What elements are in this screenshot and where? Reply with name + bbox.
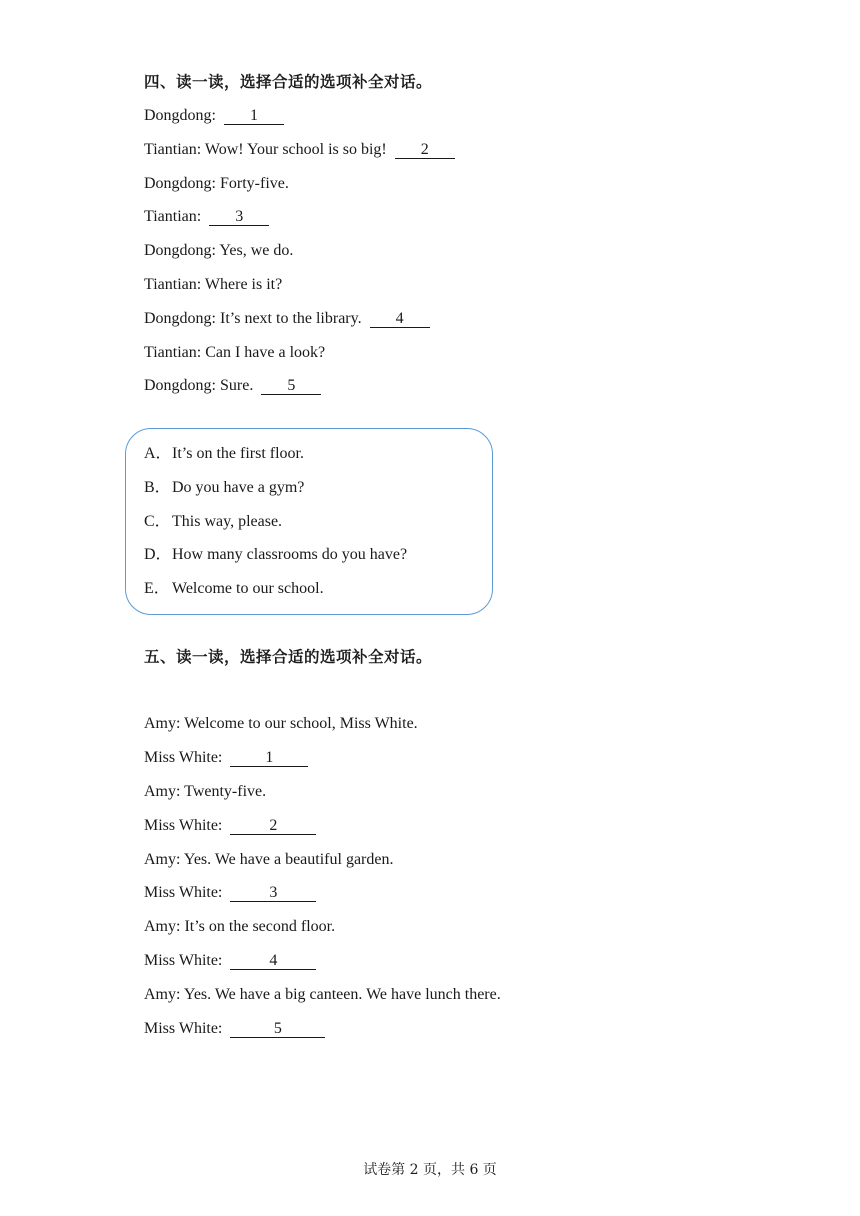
- speaker-name: Tiantian:: [144, 276, 202, 293]
- section-5-dialogue-line: [144, 850, 393, 870]
- answer-blank[interactable]: 3: [209, 209, 269, 226]
- answer-blank[interactable]: 1: [224, 108, 284, 125]
- option-item: [144, 444, 304, 464]
- option-letter: E．: [144, 580, 170, 597]
- section-5-dialogue-line: [144, 782, 266, 802]
- option-text: It’s on the first floor.: [172, 445, 304, 462]
- section-4-dialogue-line: [144, 275, 282, 295]
- answer-blank[interactable]: 2: [230, 818, 316, 835]
- option-letter: D．: [144, 546, 172, 563]
- section-5-dialogue-line: [144, 714, 418, 734]
- utterance-text: It’s on the second floor.: [184, 918, 336, 935]
- speaker-name: Dongdong:: [144, 242, 216, 259]
- utterance-text: Where is it?: [204, 276, 283, 293]
- speaker-name: Miss White:: [144, 1020, 223, 1037]
- option-item: [144, 545, 407, 565]
- section-4-dialogue-line: [144, 207, 269, 227]
- speaker-name: Dongdong:: [144, 377, 216, 394]
- speaker-name: Dongdong:: [144, 107, 216, 124]
- option-letter: A．: [144, 445, 172, 462]
- answer-blank[interactable]: 4: [370, 311, 430, 328]
- section-4-dialogue-line: [144, 309, 430, 329]
- speaker-name: Miss White:: [144, 817, 223, 834]
- utterance-text: It’s next to the library.: [220, 310, 362, 327]
- section-4-dialogue-line: [144, 140, 455, 160]
- utterance-text: Welcome to our school, Miss White.: [184, 715, 418, 732]
- option-letter: C．: [144, 513, 171, 530]
- option-text: Do you have a gym?: [172, 479, 305, 496]
- speaker-name: Tiantian:: [144, 208, 202, 225]
- option-item: [144, 579, 324, 599]
- section-4-heading: 四、读一读，选择合适的选项补全对话。: [144, 73, 433, 91]
- section-5-dialogue-line: [144, 917, 335, 937]
- speaker-name: Amy:: [144, 715, 181, 732]
- option-item: [144, 478, 304, 498]
- answer-blank[interactable]: 1: [230, 750, 308, 767]
- speaker-name: Amy:: [144, 986, 181, 1003]
- section-5-dialogue-line: [144, 748, 308, 768]
- section-4-dialogue-line: [144, 343, 325, 363]
- page-footer: 试卷第 2 页，共 6 页: [363, 1162, 497, 1178]
- speaker-name: Amy:: [144, 918, 181, 935]
- utterance-text: Yes. We have a big canteen. We have lunch there.: [183, 986, 501, 1003]
- utterance-text: Twenty-five.: [184, 783, 267, 800]
- option-text: This way, please.: [172, 513, 283, 530]
- utterance-text: Yes, we do.: [219, 242, 294, 259]
- utterance-text: Can I have a look?: [205, 344, 326, 361]
- speaker-name: Dongdong:: [144, 310, 216, 327]
- speaker-name: Miss White:: [144, 749, 223, 766]
- section-5-dialogue-line: [144, 985, 501, 1005]
- section-5-heading: 五、读一读，选择合适的选项补全对话。: [144, 648, 433, 666]
- speaker-name: Miss White:: [144, 952, 223, 969]
- speaker-name: Amy:: [144, 851, 181, 868]
- utterance-text: Sure.: [220, 377, 254, 394]
- section-4-dialogue-line: [144, 174, 289, 194]
- utterance-text: Yes. We have a beautiful garden.: [183, 851, 394, 868]
- speaker-name: Dongdong:: [144, 175, 216, 192]
- answer-blank[interactable]: 5: [261, 378, 321, 395]
- speaker-name: Miss White:: [144, 884, 223, 901]
- answer-blank[interactable]: 2: [395, 142, 455, 159]
- utterance-text: Wow! Your school is so big!: [204, 141, 387, 158]
- section-4-dialogue-line: [144, 106, 284, 126]
- section-5-dialogue-line: [144, 816, 316, 836]
- option-text: How many classrooms do you have?: [172, 546, 408, 563]
- speaker-name: Tiantian:: [144, 141, 202, 158]
- answer-blank[interactable]: 4: [230, 953, 316, 970]
- option-letter: B．: [144, 479, 171, 496]
- section-4-dialogue-line: [144, 241, 293, 261]
- speaker-name: Amy:: [144, 783, 181, 800]
- section-4-dialogue-line: [144, 376, 321, 396]
- section-5-dialogue-line: [144, 1019, 325, 1039]
- utterance-text: Forty-five.: [220, 175, 289, 192]
- section-5-dialogue-line: [144, 951, 316, 971]
- speaker-name: Tiantian:: [144, 344, 202, 361]
- option-item: [144, 512, 282, 532]
- answer-blank[interactable]: 3: [230, 885, 316, 902]
- section-5-dialogue-line: [144, 883, 316, 903]
- answer-blank[interactable]: 5: [230, 1021, 325, 1038]
- option-text: Welcome to our school.: [172, 580, 324, 597]
